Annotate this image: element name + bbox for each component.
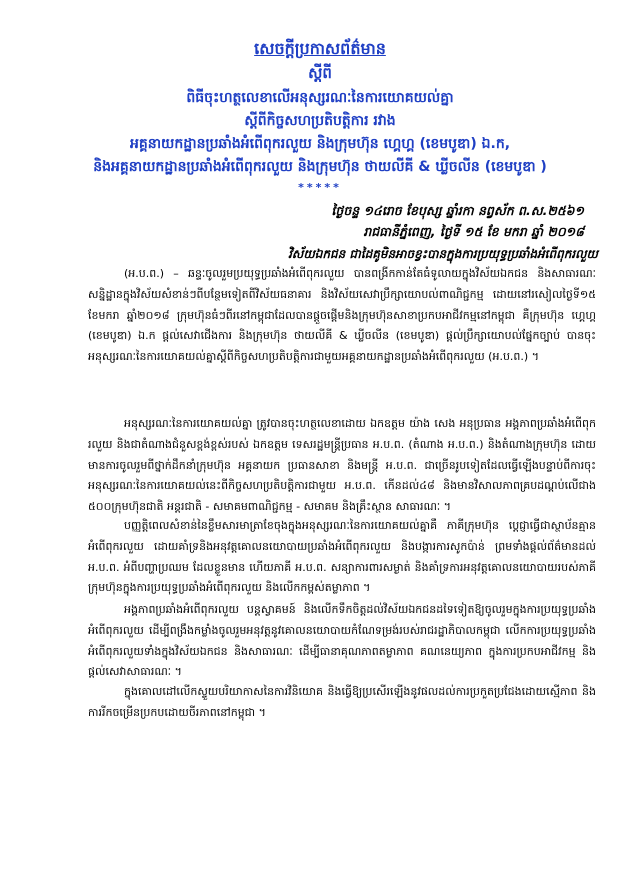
paragraph-4: អង្គភាពប្រឆាំងអំពើពុករលួយ បន្តស្វាគមន៍ និងលើកទឹកចិត្តដល់វិស័យឯកជនដទៃទៀតឱ្យចូលរួមក្នុងការប្រយុទ្ធប្រឆាំងអំពើពុករលួយ ដើម្បីពង្រឹងកម្លាំងចូលរួមអនុវត្តនូវគោលនយោបាយកំណែទម្រង់របស់រាជរដ្ឋាភិបាលកម្ពុជា លើកការប្រយុទ្ធប្រឆាំងអំពើពុករលួយទាំងក្នុងវិស័យឯកជន និងសាធារណៈ ដើម្បីធានាគុណភាពតម្លាភាព គណនេយ្យភាព ក្នុងការប្រកបអាជីវកម្ម និងផ្តល់សេវាសាធារណៈ ។ <box>88 603 596 679</box>
paragraph-2: អនុស្សរណៈនៃការយោគយល់គ្នា ត្រូវបានចុះហត្ថលេខាដោយ ឯកឧត្តម យ៉ាង សេង អនុប្រធាន អង្គភាពប្រឆាំងអំពើពុករលួយ និងជាតំណាងជំនួសខ្ពង់ខ្ពស់របស់ ឯកឧត្តម ទេសរដ្ឋមន្ត្រីប្រធាន អ.ប.ព. (តំណាង អ.ប.ព.) និងតំណាងក្រុមហ៊ុន ដោយមានការចូលរួមពីថ្នាក់ដឹកនាំក្រុមហ៊ុន អគ្គនាយក ប្រធានសាខា និងមន្ត្រី អ.ប.ព. ជាច្រើនរូបទៀតដែលធ្វើឡើងបន្ទាប់ពីការចុះអនុស្សរណៈនៃការយោគយល់នេះពីកិច្ចសហប្រតិបត្តិការជាមួយ អ.ប.ព. កើនដល់៤៨ និងមានវិសាលភាពគ្របដណ្តប់លើជាង ៥០០ក្រុមហ៊ុនជាតិ អន្តរជាតិ - សមាគមពាណិជ្ជកម្ម - សមាគម និងគ្រឹះស្ថាន សាធារណៈ ។ <box>88 417 596 514</box>
bottom-whitespace <box>40 741 600 881</box>
paragraph-3: បញ្ញត្តិពេលសំខាន់នៃខ្លឹមសារមាត្រាខែចុងក្នុងអនុស្សរណៈនៃការយោគយល់គ្នាគឺ ភាគីក្រុមហ៊ុន ប្តេជ្ញាធ្វើជាស្ថាប័នគ្មានអំពើពុករលួយ ដោយគាំទ្រនិងអនុវត្តគោលនយោបាយប្រឆាំងអំពើពុករលួយ និងបង្ការការសូកប៉ាន់ ព្រមទាំងផ្តល់ព័ត៌មានដល់ អ.ប.ព. អំពីបញ្ហាប្រឈម ដែលខ្លួនមាន ហើយភាគី អ.ប.ព. សន្យាការពារសម្ងាត់ និងគាំទ្រការអនុវត្តគោលនយោបាយរបស់ភាគីក្រុមហ៊ុនក្នុងការប្រយុទ្ធប្រឆាំងអំពើពុករលួយ និងលើកកម្ពស់តម្លាភាព ។ <box>88 519 596 595</box>
paragraph-5: ក្នុងគោលដៅលើកស្ទួយបរិយាកាសនៃការវិនិយោគ និងធ្វើឱ្យប្រសើរឡើងនូវផលដល់ការប្រកួតប្រជែងដោយស្មើភាព និងការរីកចម្រើនប្រកបដោយចីរភាពនៅកម្ពុជា ។ <box>88 685 596 719</box>
date-lunar: ថ្ងៃចន្ទ ១៤រោច ខែបុស្ស ឆ្នាំរកា នព្វស័ក ព.ស.២៥៦១ <box>331 203 584 218</box>
document-title: សេចក្តីប្រកាសព័ត៌មាន <box>254 39 386 58</box>
tagline: វិស័យឯកជន ជាដៃគូមិនអាចខ្វះបានក្នុងការប្រយុទ្ធប្រឆាំងអំពើពុករលួយ <box>288 247 598 261</box>
heading-line-2: ស្តីពីកិច្ចសហប្រតិបត្តិការ រវាង <box>244 113 396 129</box>
date-solar: រាជធានីភ្នំពេញ, ថ្ងៃទី ១៥ ខែ មករា ឆ្នាំ ២០១៨ <box>363 224 584 239</box>
paragraph-1: (អ.ប.ព.) – ឆន្ទៈចូលរួមប្រយុទ្ធប្រឆាំងអំពើពុករលួយ បានពង្រីកកាន់តែធំទូលាយក្នុងវិស័យឯកជន និងសាធារណៈ សន្និដ្ឋានក្នុងវិស័យសំខាន់ៗពីបន្ថែមទៀតពីវិស័យធនាគារ និងវិស័យសេវាប្រឹក្សាយោបល់ពាណិជ្ជកម្ម ដោយនៅរសៀលថ្ងៃទី១៥ ខែមករា ឆ្នាំ២០១៨ ក្រុមហ៊ុនធំៗពីរនៅកម្ពុជាដែលបានផ្តួចផ្តើមនិងក្រុមហ៊ុនសាខាប្រកបអាជីវកម្មនៅកម្ពុជា គឺក្រុមហ៊ុន ហ្គេហ្គ (ខេមបូឌា) ឯ.ក ផ្តល់សេវាជើងការ និងក្រុមហ៊ុន ថាយលីគី & ឃ្លីចលីន (ខេមបូឌា) ផ្តល់ប្រឹក្សាយោបល់ផ្នែកច្បាប់ បានចុះអនុស្សរណៈនៃការយោគយល់គ្នាស្តីពីកិច្ចសហប្រតិបត្តិការជាមួយអគ្គនាយកដ្ឋានប្រឆាំងអំពើពុករលួយ (អ.ប.ព.) ។ <box>88 267 596 364</box>
document-subtitle: ស្តីពី <box>308 64 332 82</box>
heading-line-4: និងអគ្គនាយកដ្ឋានប្រឆាំងអំពើពុករលួយ និងក្រុមហ៊ុន ថាយលីគី & ឃ្លីចលីន (ខេមបូឌា ) <box>93 159 547 175</box>
heading-line-1: ពិធីចុះហត្ថលេខាលើអនុស្សរណៈនៃការយោគយល់គ្នា <box>186 90 454 106</box>
heading-line-3: អគ្គនាយកដ្ឋានប្រឆាំងអំពើពុករលួយ និងក្រុមហ៊ុន ហ្គេហ្គ (ខេមបូឌា) ឯ.ក, <box>129 136 511 152</box>
separator-stars: ***** <box>298 181 342 194</box>
